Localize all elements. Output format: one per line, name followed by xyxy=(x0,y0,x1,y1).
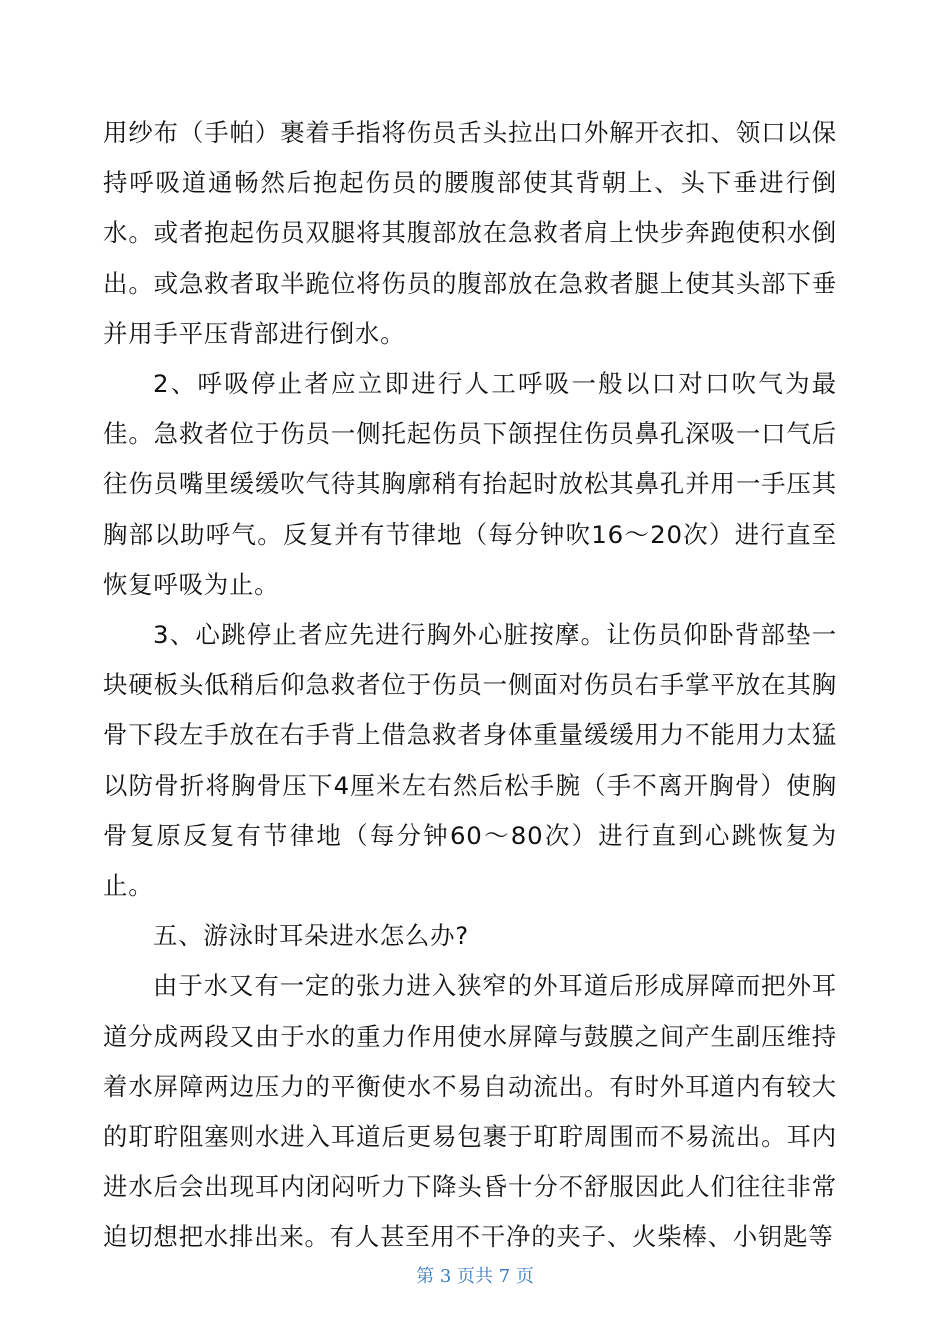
section-heading: 五、游泳时耳朵进水怎么办? xyxy=(153,921,470,951)
paragraph-item-3: 3、心跳停止者应先进行胸外心脏按摩。让伤员仰卧背部垫一块硬板头低稍后仰急救者位于伤员一侧面对伤员右手掌平放在其胸骨下段左手放在右手背上借急救者身体重量缓缓用力不能用力太猛以防骨折将胸骨压下4厘米左右然后松手腕（手不离开胸骨）使胸骨复原反复有节律地（每分钟60～80次）进行直到心跳恢复为止。 xyxy=(103,620,837,901)
paragraph-continued: 用纱布（手帕）裹着手指将伤员舌头拉出口外解开衣扣、领口以保持呼吸道通畅然后抱起伤员的腰腹部使其背朝上、头下垂进行倒水。或者抱起伤员双腿将其腹部放在急救者肩上快步奔跑使积水倒出。或急救者取半跪位将伤员的腹部放在急救者腿上使其头部下垂并用手平压背部进行倒水。 xyxy=(103,118,837,348)
document-body xyxy=(103,108,837,1263)
page-footer: 第 3 页共 7 页 xyxy=(416,1266,534,1287)
paragraph-item-2: 2、呼吸停止者应立即进行人工呼吸一般以口对口吹气为最佳。急救者位于伤员一侧托起伤员下颌捏住伤员鼻孔深吸一口气后往伤员嘴里缓缓吹气待其胸廓稍有抬起时放松其鼻孔并用一手压其胸部以助呼气。反复并有节律地（每分钟吹16～20次）进行直至恢复呼吸为止。 xyxy=(103,369,837,599)
paragraph-ear-water: 由于水又有一定的张力进入狭窄的外耳道后形成屏障而把外耳道分成两段又由于水的重力作用使水屏障与鼓膜之间产生副压维持着水屏障两边压力的平衡使水不易自动流出。有时外耳道内有较大的耵聍阻塞则水进入耳道后更易包裹于耵聍周围而不易流出。耳内进水后会出现耳内闭闷听力下降头昏十分不舒服因此人们往往非常迫切想把水排出来。有人甚至用不干净的夹子、火柴棒、小钥匙等 xyxy=(103,971,837,1252)
